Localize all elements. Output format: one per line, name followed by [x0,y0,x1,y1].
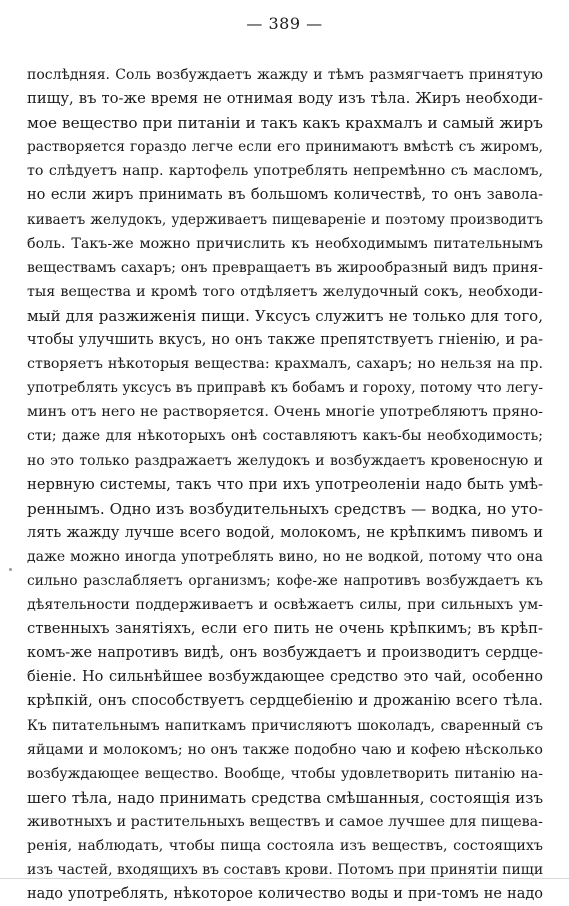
text-line: ренія, наблюдать, чтобы пища состояла изъ веществъ, состоящихъ [27,838,543,854]
text-line: біеніе. Но сильнѣйшее возбуждающее средство это чай, особенно [27,669,543,686]
text-line: реннымъ. Одно изъ возбудительныхъ средствъ — водка, но уто- [27,499,543,518]
text-line: Къ питательнымъ напиткамъ причисляютъ шоколадъ, сваренный съ [27,717,543,734]
text-line: чтобы улучшить вкусъ, но онъ также препятствуетъ гніенію, и ра- [27,332,543,349]
text-line: мое вещество при питаніи и такъ какъ крахмалъ и самый жиръ [27,114,543,133]
text-line: но если жиръ принимать въ большомъ количествѣ, то онъ завола- [27,187,543,204]
text-line: комъ-же напротивъ видѣ, онъ возбуждаетъ и производитъ сердце- [27,645,543,662]
text-line: лять жажду лучше всего водой, молокомъ, не крѣпкимъ пивомъ и [27,524,543,541]
text-line: возбуждающее вещество. Вообще, чтобы удовлетворить питанію на- [27,765,543,782]
text-line: то слѣдуетъ напр. картофель употреблять непремѣнно съ масломъ, [27,163,543,180]
text-line: животныхъ и растительныхъ веществъ и самое лучшее для пищева- [27,813,543,830]
text-line: ственныхъ занятіяхъ, если его пить не очень крѣпкимъ; въ крѣп- [27,620,543,638]
text-line: тыя вещества и кромѣ того отдѣляетъ желудочный сокъ, необходи- [27,283,543,300]
text-line: мый для разжиженія пищи. Уксусъ служитъ не только для того, [27,306,543,325]
text-line: веществамъ сахаръ; онъ превращаетъ въ жирообразный видъ приня- [27,259,543,276]
text-line: крѣпкій, онъ способствуетъ сердцебіенію и дрожанію всего тѣла. [27,692,543,710]
body-text [27,63,543,906]
text-line: нервную системы, такъ что при ихъ употреоленіи надо быть умѣ- [27,475,543,493]
text-line: даже можно иногда употреблять вино, но не водкой, потому что она [27,548,543,565]
text-line: киваетъ желудокъ, удерживаетъ пищевареніе и поэтому производитъ [27,211,543,228]
text-line: сти; даже для нѣкоторыхъ онѣ составляютъ какъ-бы необходимость; [27,428,543,445]
text-line: боль. Такъ-же можно причислить къ необходимымъ питательнымъ [27,235,543,252]
paper-speck [9,568,12,571]
text-line: яйцами и молокомъ; но онъ также подобно чаю и кофею нѣсколько [27,741,543,758]
text-line: надо употреблять, нѣкоторое количество воды и при-томъ не надо [27,886,543,903]
text-line: дѣятельности поддерживаетъ и освѣжаетъ силы, при сильныхъ ум- [27,597,543,614]
page-bottom-edge [0,878,569,879]
text-line: употреблять уксусъ въ приправѣ къ бобамъ и гороху, потому что легу- [27,380,543,397]
text-line: но это только раздражаетъ желудокъ и возбуждаетъ кровеносную и [27,452,543,469]
page-number: — 389 — [246,14,323,33]
text-line: сильно разслабляетъ организмъ; кофе-же напротивъ возбуждаетъ къ [27,572,543,589]
text-line: послѣдняя. Соль возбуждаетъ жажду и тѣмъ размягчаетъ принятую [27,67,543,83]
text-line: шего тѣла, надо принимать средства смѣшанныя, состоящія изъ [27,788,543,807]
text-line: створяетъ нѣкоторыя вещества: крахмалъ, сахаръ; но нельзя на пр. [27,356,543,373]
text-line: растворяется гораздо легче если его принимаютъ вмѣстѣ съ жиромъ, [27,139,543,156]
text-line: пищу, въ то-же время не отнимая воду изъ тѣла. Жиръ необходи- [27,90,543,108]
text-line: минъ отъ него не растворяется. Очень многіе употребляютъ пряно- [27,404,543,421]
text-line: изъ частей, входящихъ въ составъ крови. Потомъ при принятіи пищи [27,862,543,879]
